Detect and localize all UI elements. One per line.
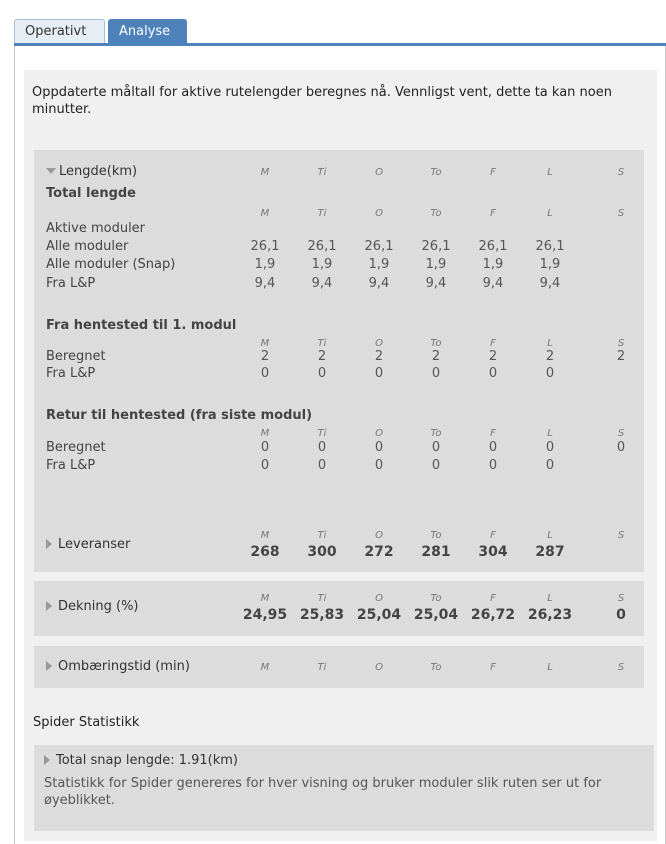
ombaering-label: Ombæringstid (min) (58, 659, 190, 674)
dekning-label: Dekning (%) (58, 599, 139, 614)
total-row-2-value-5: 1,9 (539, 257, 561, 272)
total-row-3-value-3: 9,4 (425, 276, 447, 291)
total-row-3-value-0: 9,4 (254, 276, 276, 291)
lengde-header-day-2: O (375, 167, 383, 178)
leveranser-value-5: 287 (535, 544, 565, 560)
leveranser-section[interactable] (34, 517, 644, 572)
lengde-header[interactable] (46, 164, 137, 180)
retur-day-5: L (547, 428, 553, 439)
leveranser-day-3: To (430, 530, 442, 541)
lengde-header-day-5: L (547, 167, 553, 178)
fra-hentested-day-4: F (490, 338, 496, 349)
ombaering-day-5: L (547, 662, 553, 673)
dekning-day-0: M (260, 593, 270, 604)
dekning-day-5: L (547, 593, 553, 604)
lengde-header-day-0: M (260, 167, 270, 178)
total-row-2-value-2: 1,9 (368, 257, 390, 272)
total-day-5: L (547, 208, 553, 219)
retur-row-1-value-2: 0 (374, 458, 384, 473)
fra-hentested-row-0-value-0: 2 (260, 349, 270, 364)
fra-hentested-day-2: O (375, 338, 383, 349)
dekning-value-5: 26,23 (527, 607, 573, 623)
lengde-header-label: Lengde(km) (59, 164, 138, 179)
leveranser-value-4: 304 (478, 544, 508, 560)
spider-description: Statistikk for Spider genereres for hver visning og bruker moduler slik ruten ser ut for øyeblikket. (44, 776, 602, 808)
fra-hentested-row-0-value-3: 2 (431, 349, 441, 364)
fra-hentested-title: Fra hentested til 1. modul (46, 318, 237, 333)
total-row-label-0: Aktive moduler (46, 221, 146, 236)
total-row-2-value-4: 1,9 (482, 257, 504, 272)
tab-operativt[interactable]: Operativt (14, 19, 105, 43)
ombaering-day-3: To (430, 662, 442, 673)
dekning-section[interactable] (34, 581, 644, 636)
dekning-day-2: O (375, 593, 383, 604)
total-row-3-value-4: 9,4 (482, 276, 504, 291)
fra-hentested-row-1-value-3: 0 (431, 366, 441, 381)
fra-hentested-row-0-value-6: 2 (616, 349, 626, 364)
dekning-value-1: 25,83 (299, 607, 345, 623)
total-day-4: F (490, 208, 496, 219)
chevron-right-icon (46, 539, 52, 549)
leveranser-day-6: S (617, 530, 625, 541)
dekning-value-2: 25,04 (356, 607, 402, 623)
retur-day-1: Ti (317, 428, 327, 439)
total-day-6: S (617, 208, 625, 219)
chevron-right-icon (46, 661, 52, 671)
fra-hentested-row-1-value-1: 0 (317, 366, 327, 381)
leveranser-value-0: 268 (250, 544, 280, 560)
retur-title: Retur til hentested (fra siste modul) (46, 408, 313, 423)
retur-row-1-value-3: 0 (431, 458, 441, 473)
spider-title: Spider Statistikk (33, 715, 140, 730)
retur-day-2: O (375, 428, 383, 439)
leveranser-day-4: F (490, 530, 496, 541)
dekning-value-6: 0 (616, 607, 626, 623)
chevron-down-icon (46, 168, 56, 174)
total-row-1-value-5: 26,1 (535, 239, 565, 254)
total-row-1-value-1: 26,1 (307, 239, 337, 254)
spider-box (24, 701, 657, 841)
retur-day-4: F (490, 428, 496, 439)
fra-hentested-row-label-1: Fra L&P (46, 366, 96, 381)
total-row-3-value-2: 9,4 (368, 276, 390, 291)
retur-row-label-0: Beregnet (46, 440, 106, 455)
total-row-2-value-1: 1,9 (311, 257, 333, 272)
retur-row-1-value-0: 0 (260, 458, 270, 473)
total-day-1: Ti (317, 208, 327, 219)
fra-hentested-day-1: Ti (317, 338, 327, 349)
fra-hentested-day-3: To (430, 338, 442, 349)
lengde-header-day-4: F (490, 167, 496, 178)
leveranser-toggle[interactable] (46, 537, 130, 553)
total-row-1-value-2: 26,1 (364, 239, 394, 254)
lengde-section (34, 150, 644, 544)
total-row-3-value-1: 9,4 (311, 276, 333, 291)
leveranser-day-2: O (375, 530, 383, 541)
retur-row-0-value-4: 0 (488, 440, 498, 455)
lengde-header-day-6: S (617, 167, 625, 178)
total-row-3-value-5: 9,4 (539, 276, 561, 291)
total-row-1-value-3: 26,1 (421, 239, 451, 254)
total-lengde-title: Total lengde (46, 186, 136, 201)
spider-snap-toggle[interactable] (44, 753, 238, 768)
dekning-day-1: Ti (317, 593, 327, 604)
fra-hentested-day-6: S (617, 338, 625, 349)
total-row-1-value-0: 26,1 (250, 239, 280, 254)
tab-panel (14, 46, 666, 844)
fra-hentested-row-1-value-4: 0 (488, 366, 498, 381)
fra-hentested-day-0: M (260, 338, 270, 349)
dekning-day-3: To (430, 593, 442, 604)
fra-hentested-day-5: L (547, 338, 553, 349)
dekning-value-4: 26,72 (470, 607, 516, 623)
fra-hentested-row-1-value-0: 0 (260, 366, 270, 381)
retur-row-0-value-3: 0 (431, 440, 441, 455)
total-day-2: O (375, 208, 383, 219)
spider-snap-label: Total snap lengde: 1.91(km) (56, 753, 238, 768)
ombaering-day-0: M (260, 662, 270, 673)
analyse-box (24, 70, 657, 735)
total-row-1-value-4: 26,1 (478, 239, 508, 254)
retur-day-0: M (260, 428, 270, 439)
fra-hentested-row-0-value-5: 2 (545, 349, 555, 364)
dekning-toggle[interactable] (46, 599, 139, 615)
chevron-right-icon (44, 755, 50, 765)
fra-hentested-row-0-value-2: 2 (374, 349, 384, 364)
lengde-header-day-3: To (430, 167, 442, 178)
total-row-label-3: Fra L&P (46, 276, 96, 291)
total-row-2-value-3: 1,9 (425, 257, 447, 272)
chevron-right-icon (46, 601, 52, 611)
ombaering-day-4: F (490, 662, 496, 673)
dekning-day-6: S (617, 593, 625, 604)
ombaering-day-6: S (617, 662, 625, 673)
leveranser-day-0: M (260, 530, 270, 541)
total-day-0: M (260, 208, 270, 219)
leveranser-value-2: 272 (364, 544, 394, 560)
tab-analyse[interactable]: Analyse (108, 19, 187, 43)
ombaering-section[interactable] (34, 646, 644, 688)
retur-row-0-value-5: 0 (545, 440, 555, 455)
retur-row-0-value-6: 0 (616, 440, 626, 455)
retur-day-6: S (617, 428, 625, 439)
retur-row-1-value-4: 0 (488, 458, 498, 473)
fra-hentested-row-1-value-5: 0 (545, 366, 555, 381)
leveranser-day-5: L (547, 530, 553, 541)
retur-row-1-value-5: 0 (545, 458, 555, 473)
leveranser-day-1: Ti (317, 530, 327, 541)
retur-row-0-value-1: 0 (317, 440, 327, 455)
retur-row-label-1: Fra L&P (46, 458, 96, 473)
fra-hentested-row-label-0: Beregnet (46, 349, 106, 364)
leveranser-value-1: 300 (307, 544, 337, 560)
total-row-label-2: Alle moduler (Snap) (46, 257, 176, 272)
lengde-header-day-1: Ti (317, 167, 327, 178)
fra-hentested-row-1-value-2: 0 (374, 366, 384, 381)
total-day-3: To (430, 208, 442, 219)
ombaering-day-1: Ti (317, 662, 327, 673)
fra-hentested-row-0-value-1: 2 (317, 349, 327, 364)
dekning-value-0: 24,95 (242, 607, 288, 623)
retur-row-0-value-2: 0 (374, 440, 384, 455)
leveranser-label: Leveranser (58, 537, 131, 552)
dekning-day-4: F (490, 593, 496, 604)
ombaering-toggle[interactable] (46, 659, 190, 675)
total-row-label-1: Alle moduler (46, 239, 129, 254)
ombaering-day-2: O (375, 662, 383, 673)
spider-section (34, 745, 654, 831)
dekning-value-3: 25,04 (413, 607, 459, 623)
notice-text: Oppdaterte måltall for aktive rutelengder beregnes nå. Vennligst vent, dette ta kan noen minutter. (32, 85, 612, 117)
total-row-2-value-0: 1,9 (254, 257, 276, 272)
fra-hentested-row-0-value-4: 2 (488, 349, 498, 364)
retur-row-0-value-0: 0 (260, 440, 270, 455)
retur-row-1-value-1: 0 (317, 458, 327, 473)
leveranser-value-3: 281 (421, 544, 451, 560)
retur-day-3: To (430, 428, 442, 439)
